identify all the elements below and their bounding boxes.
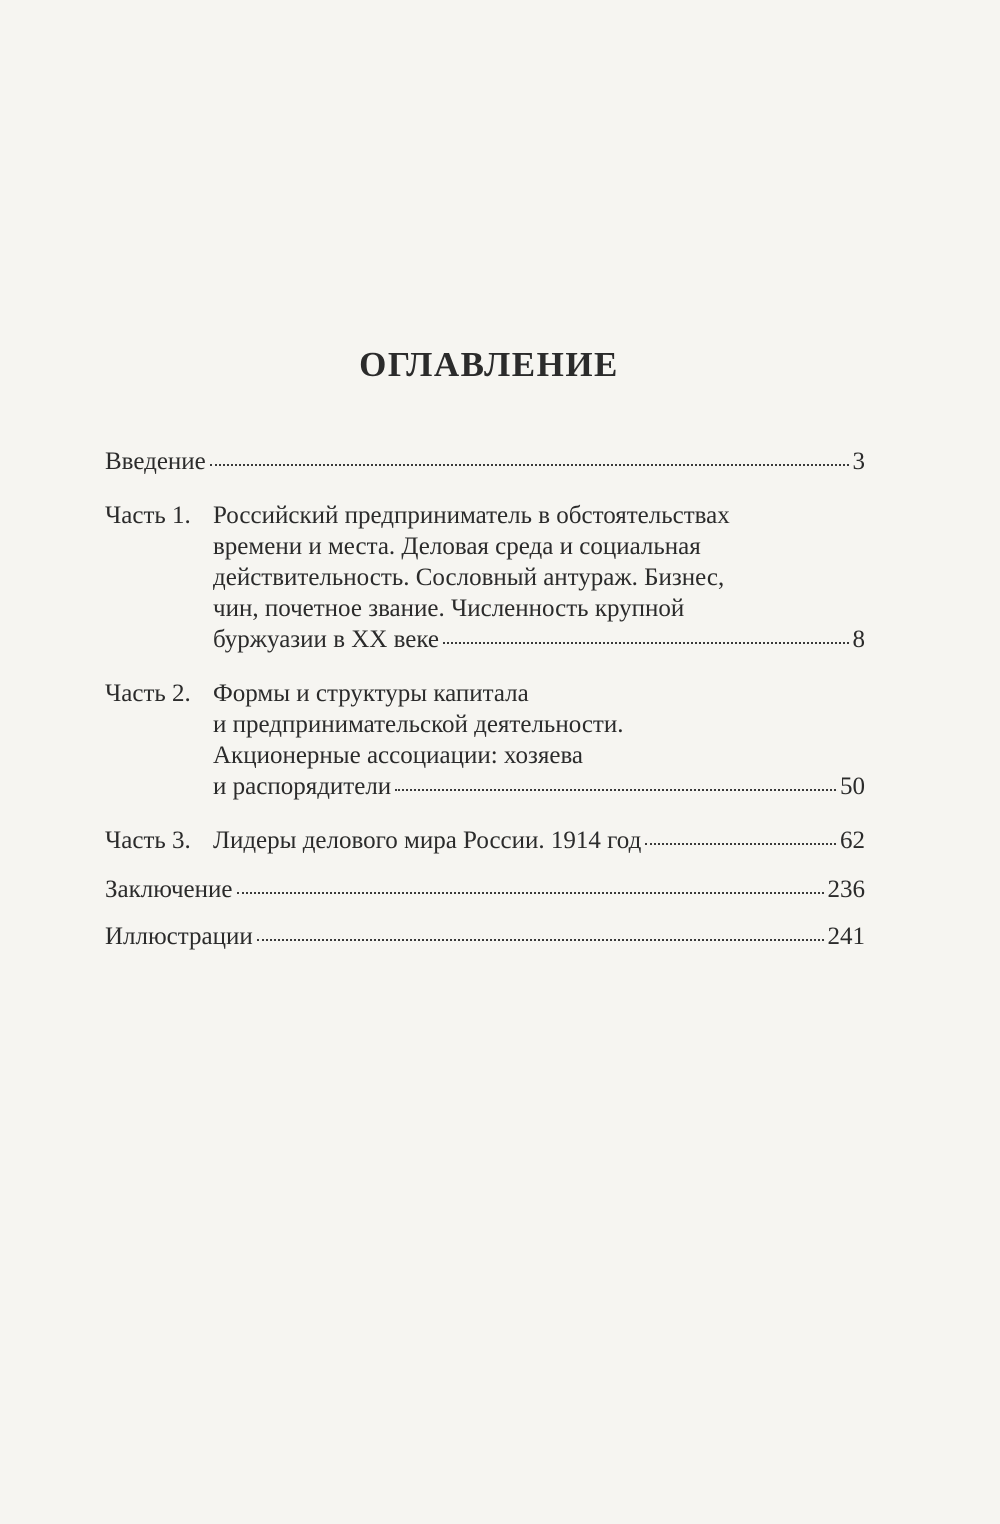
toc-entry-illustrations[interactable]	[105, 921, 865, 952]
toc-entry-title: Введение	[105, 448, 206, 475]
toc-page-number: 50	[840, 773, 865, 800]
toc-entry-title-line: действительность. Сословный антураж. Бизнес,	[213, 564, 725, 591]
toc-entry-conclusion[interactable]	[105, 874, 865, 905]
toc-entry-title-line: чин, почетное звание. Численность крупной	[213, 595, 685, 622]
toc-entry-title-line: и предпринимательской деятельности.	[213, 711, 624, 738]
toc-entry-title-line: Формы и структуры капитала	[213, 680, 529, 707]
dot-leader	[395, 774, 836, 794]
toc-page-number: 236	[827, 876, 865, 903]
dot-leader	[443, 627, 849, 647]
toc-entry-part-2[interactable]	[105, 678, 865, 802]
dot-leader	[237, 877, 824, 897]
dot-leader	[257, 924, 824, 944]
toc-entry-title: Лидеры делового мира России. 1914 год	[213, 827, 642, 854]
toc-entry-title-line: Российский предприниматель в обстоятельствах	[213, 502, 730, 529]
toc-page-number: 3	[852, 448, 865, 475]
toc-page-number: 241	[827, 923, 865, 950]
toc-entry-part-1[interactable]	[105, 500, 865, 655]
toc-part-label: Часть 2.	[105, 680, 191, 707]
toc-entry-title-line: и распорядители	[213, 773, 392, 800]
toc-part-label: Часть 3.	[105, 827, 191, 854]
page-title: ОГЛАВЛЕНИЕ	[359, 345, 619, 384]
toc-page-number: 8	[852, 626, 865, 653]
toc-entry-intro[interactable]	[105, 446, 865, 477]
dot-leader	[210, 449, 849, 469]
toc-entry-title-line: времени и места. Деловая среда и социальная	[213, 533, 701, 560]
toc-entry-title: Иллюстрации	[105, 923, 253, 950]
toc-entry-title-line: Акционерные ассоциации: хозяева	[213, 742, 584, 769]
toc-entry-title-line: буржуазии в XX веке	[213, 626, 439, 653]
dot-leader	[645, 828, 836, 848]
toc-entry-title: Заключение	[105, 876, 233, 903]
toc-entry-part-3[interactable]	[105, 825, 865, 856]
toc-page-number: 62	[840, 827, 865, 854]
toc-part-label: Часть 1.	[105, 502, 191, 529]
table-of-contents	[105, 446, 865, 952]
